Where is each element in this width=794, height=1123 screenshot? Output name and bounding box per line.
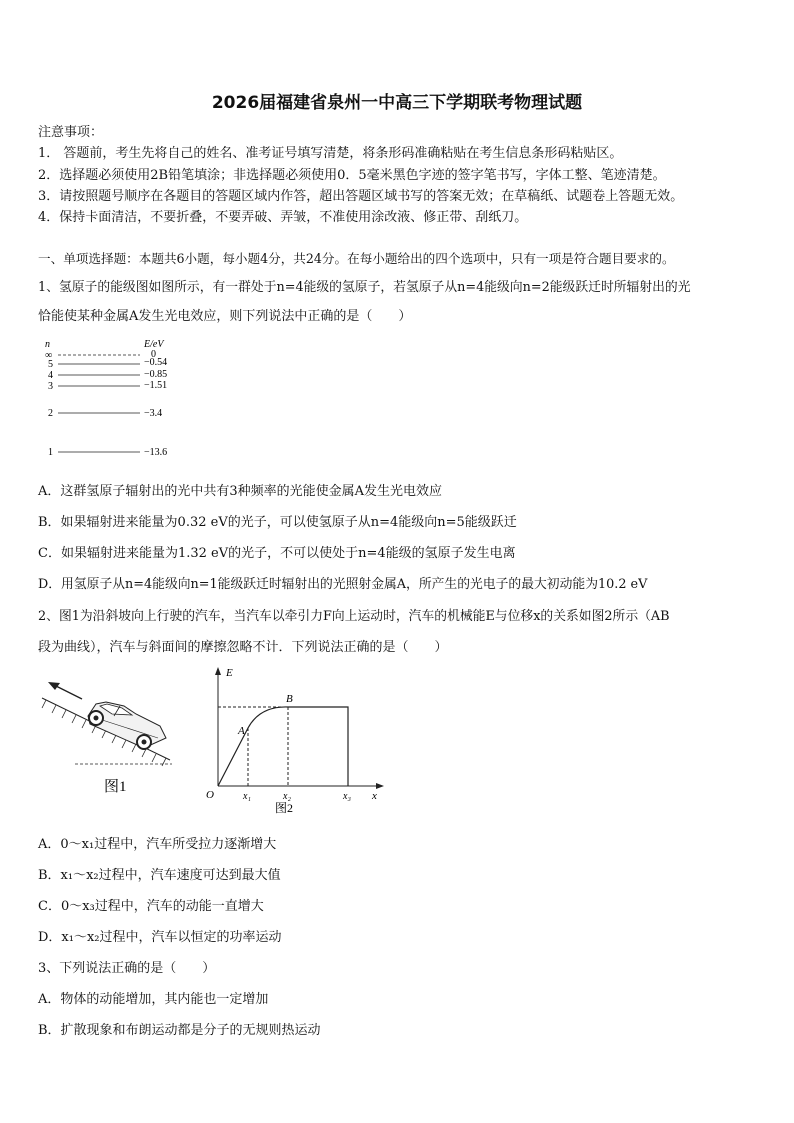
q1-stem-line1: 1、氢原子的能级图如图所示，有一群处于n=4能级的氢原子，若氢原子从n=4能级向n=2能级跃迁时所辐射出的光: [38, 280, 691, 295]
point-a-label: A: [238, 725, 245, 737]
q3-option-a: A．物体的动能增加，其内能也一定增加: [38, 992, 269, 1007]
section-heading: 一、单项选择题：本题共6小题，每小题4分，共24分。在每小题给出的四个选项中，只有一项是符合题目要求的。: [38, 251, 675, 266]
energy-axis-label: E/eV: [144, 339, 164, 350]
x-axis-label: x: [372, 790, 377, 802]
figure1-caption: 图1: [104, 779, 127, 795]
x1-tick-label: x₁: [243, 791, 251, 802]
y-axis-label: E: [226, 667, 233, 679]
y-axis-arrow: [215, 667, 221, 675]
notice-item-4: 4．保持卡面清洁，不要折叠，不要弄破、弄皱，不准使用涂改液、修正带、刮纸刀。: [38, 210, 528, 225]
q2-option-d: D．x₁～x₂过程中，汽车以恒定的功率运动: [38, 930, 282, 945]
level-n-3: 3: [48, 381, 53, 392]
x-axis-arrow: [376, 783, 384, 789]
q2-option-b: B．x₁～x₂过程中，汽车速度可达到最大值: [38, 868, 281, 883]
energy-displacement-graph: [198, 662, 388, 816]
notice-item-3: 3．请按照题号顺序在各题目的答题区域内作答，超出答题区域书写的答案无效；在草稿纸、试题卷上答题无效。: [38, 189, 684, 204]
q2-option-a: A．0～x₁过程中，汽车所受拉力逐渐增大: [38, 837, 277, 852]
q1-stem-line2: 恰能使某种金属A发生光电效应，则下列说法中正确的是（ ）: [38, 309, 412, 324]
point-b-label: B: [286, 693, 293, 705]
level-e-inf: 0: [151, 349, 156, 360]
q3-stem: 3、下列说法正确的是（ ）: [38, 961, 216, 976]
level-e-3: −1.51: [144, 380, 168, 391]
figure2-caption: 图2: [275, 801, 294, 815]
q2-stem-line2: 段为曲线），汽车与斜面间的摩擦忽略不计．下列说法正确的是（ ）: [38, 640, 448, 655]
q3-option-b: B．扩散现象和布朗运动都是分子的无规则热运动: [38, 1023, 321, 1038]
q1-option-d: D．用氢原子从n=4能级向n=1能级跃迁时辐射出的光照射金属A，所产生的光电子的最大初动能为10.2 eV: [38, 577, 648, 592]
notice-item-1: 1． 答题前，考生先将自己的姓名、准考证号填写清楚，将条形码准确粘贴在考生信息条形码粘贴区。: [38, 146, 623, 161]
level-e-4: −0.85: [144, 369, 168, 380]
energy-curve: [218, 707, 348, 786]
car-icon: [88, 702, 166, 749]
level-e-5: −0.54: [144, 357, 168, 368]
q2-stem-line1: 2、图1为沿斜坡向上行驶的汽车，当汽车以牵引力F向上运动时，汽车的机械能E与位移x的关系如图2所示（AB: [38, 609, 670, 624]
n-axis-label: n: [45, 339, 50, 350]
notice-item-2: 2．选择题必须使用2B铅笔填涂；非选择题必须使用0．5毫米黑色字迹的签字笔书写，字体工整、笔迹清楚。: [38, 168, 666, 183]
force-arrow-head: [48, 682, 60, 690]
x3-tick-label: x₃: [343, 791, 351, 802]
q2-option-c: C．0～x₃过程中，汽车的动能一直增大: [38, 899, 264, 914]
q1-option-c: C．如果辐射进来能量为1.32 eV的光子，不可以使处于n=4能级的氢原子发生电离: [38, 546, 516, 561]
car-slope-figure: [40, 680, 180, 800]
q1-option-a: A．这群氢原子辐射出的光中共有3种频率的光能使金属A发生光电效应: [38, 484, 443, 499]
level-n-1: 1: [48, 447, 53, 458]
notice-heading: 注意事项：: [38, 125, 104, 140]
q1-option-b: B．如果辐射进来能量为0.32 eV的光子，可以使氢原子从n=4能级向n=5能级跃迁: [38, 515, 517, 530]
level-n-2: 2: [48, 408, 53, 419]
level-e-2: −3.4: [144, 408, 163, 419]
page-title: 2026届福建省泉州一中高三下学期联考物理试题: [211, 93, 583, 113]
origin-label: O: [206, 789, 214, 801]
level-e-1: −13.6: [144, 447, 168, 458]
level-n-5: 5: [48, 359, 53, 370]
energy-level-diagram: [40, 334, 200, 462]
level-n-inf: ∞: [45, 350, 53, 361]
x2-tick-label: x₂: [283, 791, 291, 802]
level-n-4: 4: [48, 370, 53, 381]
